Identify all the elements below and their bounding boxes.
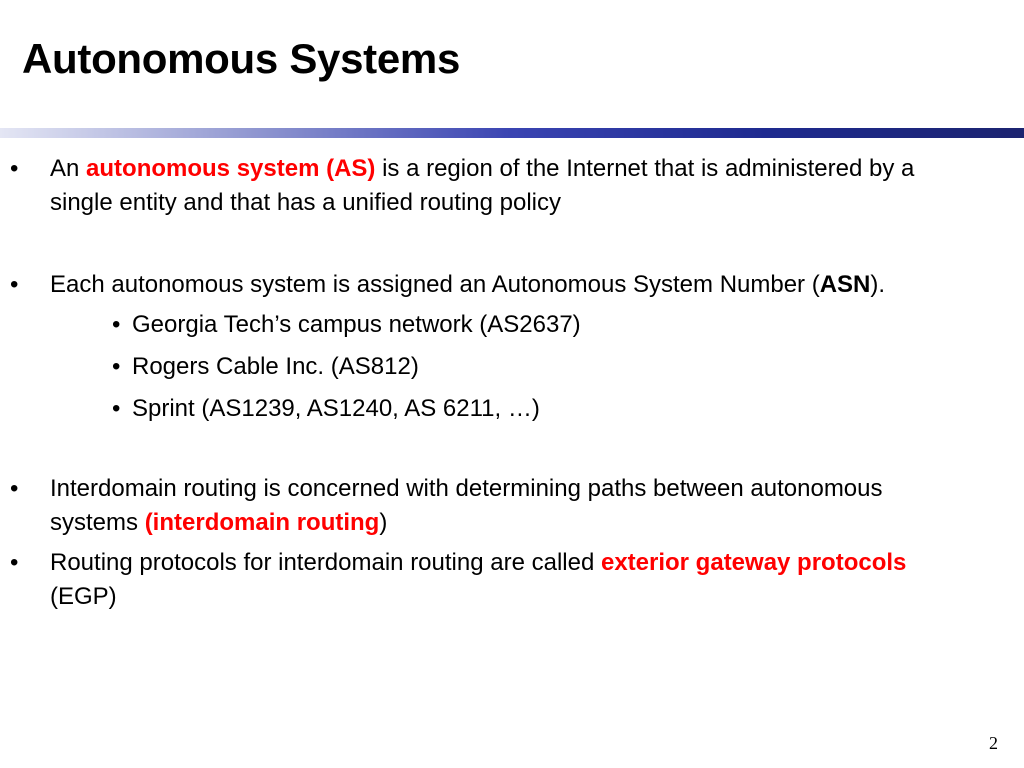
bullet-text: (EGP) xyxy=(50,583,117,610)
sub-bullet-text: Rogers Cable Inc. (AS812) xyxy=(132,353,419,380)
bullet-text: Each autonomous system is assigned an Autonomous System Number ( xyxy=(50,271,820,298)
sub-bullet-georgia-tech xyxy=(0,308,1024,350)
slide-title: Autonomous Systems xyxy=(22,35,460,82)
highlight-term: autonomous system (AS) xyxy=(86,155,376,182)
bullet-as-definition xyxy=(0,152,1024,220)
bullet-text: ). xyxy=(870,271,886,298)
sub-bullet-icon: • xyxy=(112,353,121,380)
bullet-icon: • xyxy=(10,475,19,502)
bullet-icon: • xyxy=(10,271,19,298)
sub-bullet-rogers xyxy=(0,350,1024,392)
bullet-egp xyxy=(0,546,1024,614)
bullet-text: Routing protocols for interdomain routing are called xyxy=(50,549,601,576)
page-number: 2 xyxy=(989,733,998,753)
title-divider xyxy=(0,128,1024,138)
slide-content xyxy=(0,152,1024,614)
bullet-text: Interdomain routing is concerned with determining paths between autonomous systems xyxy=(50,475,883,536)
sub-bullet-icon: • xyxy=(112,311,121,338)
bullet-interdomain-routing xyxy=(0,472,1024,540)
bullet-text: is a region of the Internet that is administered by a single entity and that has a unified routing policy xyxy=(50,155,915,216)
sub-bullet-text: Sprint (AS1239, AS1240, AS 6211, …) xyxy=(132,395,540,422)
sub-bullet-sprint xyxy=(0,392,1024,434)
sub-bullet-text: Georgia Tech’s campus network (AS2637) xyxy=(132,311,581,338)
bullet-icon: • xyxy=(10,155,19,182)
bold-term: ASN xyxy=(819,271,871,298)
bullet-text: An xyxy=(50,155,87,182)
highlight-term: exterior gateway protocols xyxy=(600,549,907,576)
bullet-text: ) xyxy=(379,509,388,536)
highlight-term: (interdomain routing xyxy=(144,509,380,536)
bullet-icon: • xyxy=(10,549,19,576)
bullet-asn xyxy=(0,268,1024,302)
sub-bullet-icon: • xyxy=(112,395,121,422)
